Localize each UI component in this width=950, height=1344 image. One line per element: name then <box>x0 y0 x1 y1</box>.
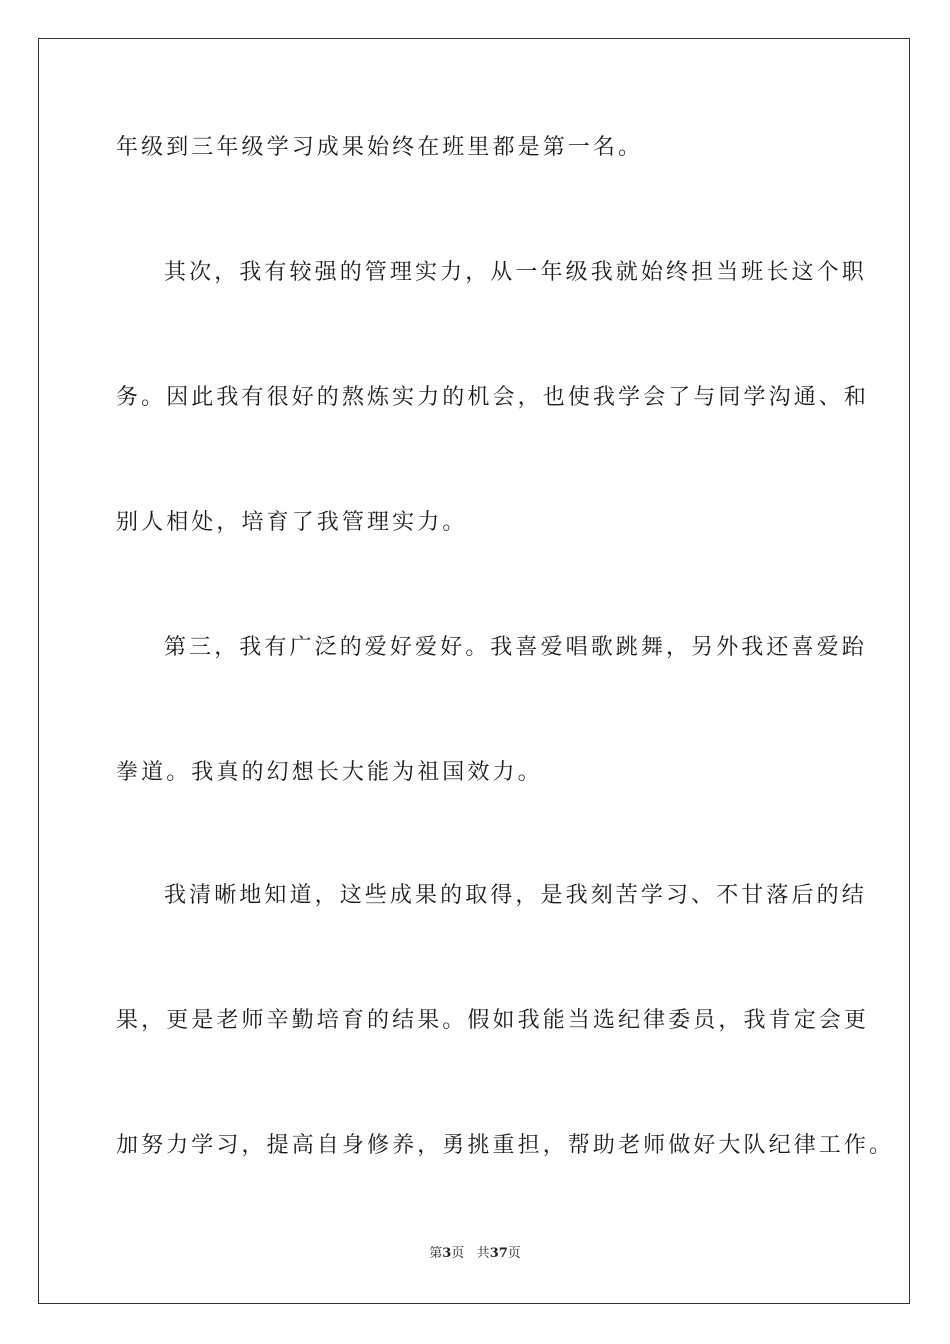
page-footer <box>0 1246 950 1262</box>
paragraph-line-6: 拳道。我真的幻想长大能为祖国效力。 <box>116 760 543 785</box>
paragraph-line-3: 务。因此我有很好的熬炼实力的机会，也使我学会了与同学沟通、和 <box>116 385 870 410</box>
footer-total-suffix: 页 <box>507 1246 521 1261</box>
footer-total-prefix: 共 <box>476 1246 490 1261</box>
footer-page-number: 3 <box>442 1246 452 1261</box>
paragraph-line-1: 年级到三年级学习成果始终在班里都是第一名。 <box>116 135 644 160</box>
paragraph-line-5: 第三，我有广泛的爱好爱好。我喜爱唱歌跳舞，另外我还喜爱跆 <box>164 635 867 660</box>
paragraph-line-8: 果，更是老师辛勤培育的结果。假如我能当选纪律委员，我肯定会更 <box>116 1008 870 1033</box>
page-border <box>38 38 910 1304</box>
footer-page-suffix: 页 <box>451 1246 465 1261</box>
footer-page-prefix: 第 <box>429 1246 443 1261</box>
paragraph-line-2: 其次，我有较强的管理实力，从一年级我就始终担当班长这个职 <box>164 260 867 285</box>
paragraph-line-4: 别人相处，培育了我管理实力。 <box>116 510 468 535</box>
paragraph-line-7: 我清晰地知道，这些成果的取得，是我刻苦学习、不甘落后的结 <box>164 883 867 908</box>
paragraph-line-9: 加努力学习，提高自身修养，勇挑重担，帮助老师做好大队纪律工作。 <box>116 1133 895 1158</box>
footer-total-pages: 37 <box>489 1246 508 1261</box>
